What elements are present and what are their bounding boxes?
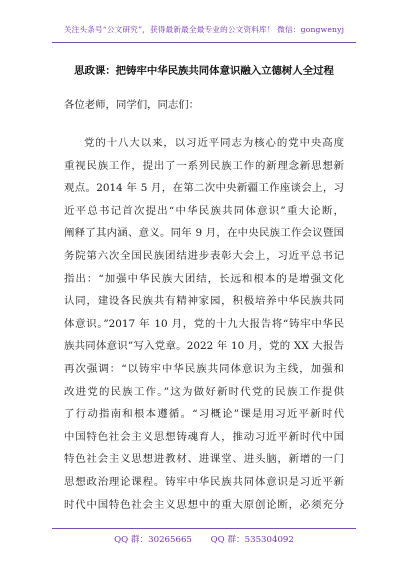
body-line: 体意识。”2017 年 10 月，党的十九大报告将“铸牢中华民	[64, 317, 344, 330]
body-line: 党的十八大以来，以习近平同志为核心的党中央高度	[84, 137, 344, 149]
body-paragraph	[64, 132, 344, 516]
footer-qq-group-1: QQ 群：30265665	[114, 535, 192, 545]
body-line: 思想政治理论课程。铸牢中华民族共同体意识是习近平新	[64, 475, 344, 488]
footer-qq-group-2: QQ 群：535304092	[210, 535, 294, 545]
body-line: 特色社会主义思想进教材、进课堂、进头脑，新增的一门	[64, 453, 344, 466]
body-line: 了行动指南和根本遵循。“习概论”课是用习近平新时代	[64, 408, 344, 421]
document-title: 思政课：把铸牢中华民族共同体意识融入立德树人全过程	[74, 65, 334, 77]
body-line: 认同，建设各民族共有精神家园，积极培养中华民族共同	[64, 295, 344, 308]
footer-divider	[52, 528, 356, 529]
body-line: 观点。2014 年 5 月，在第二次中央新疆工作座谈会上，习	[64, 182, 344, 195]
body-line: 再次强调：“以铸牢中华民族共同体意识为主线，加强和	[64, 362, 344, 375]
header-banner: 关注头条号“公文研究”，获得最新最全最专业的公文资料库！ 微信：gongwenyj	[63, 25, 345, 34]
body-line: 阐释了其内涵、意义。同年 9 月，在中央民族工作会议暨国	[64, 227, 344, 240]
footer	[0, 533, 408, 545]
header-divider	[52, 42, 356, 43]
body-line: 族共同体意识”写入党章。2022 年 10 月，党的 XX 大报告	[64, 340, 344, 353]
salutation: 各位老师，同学们，同志们：	[64, 99, 200, 111]
body-line: 改进党的民族工作。”这为做好新时代党的民族工作提供	[64, 385, 344, 398]
body-line: 重视民族工作，提出了一系列民族工作的新理念新思想新	[64, 159, 344, 172]
body-line: 指出：“加强中华民族大团结，长远和根本的是增强文化	[64, 272, 344, 285]
body-line: 近平总书记首次提出“中华民族共同体意识”重大论断，	[64, 204, 344, 217]
body-line: 中国特色社会主义思想铸魂育人，推动习近平新时代中国	[64, 430, 344, 443]
body-line: 时代中国特色社会主义思想中的重大原创论断，必须充分	[64, 498, 344, 511]
body-line: 务院第六次全国民族团结进步表彰大会上，习近平总书记	[64, 249, 344, 262]
